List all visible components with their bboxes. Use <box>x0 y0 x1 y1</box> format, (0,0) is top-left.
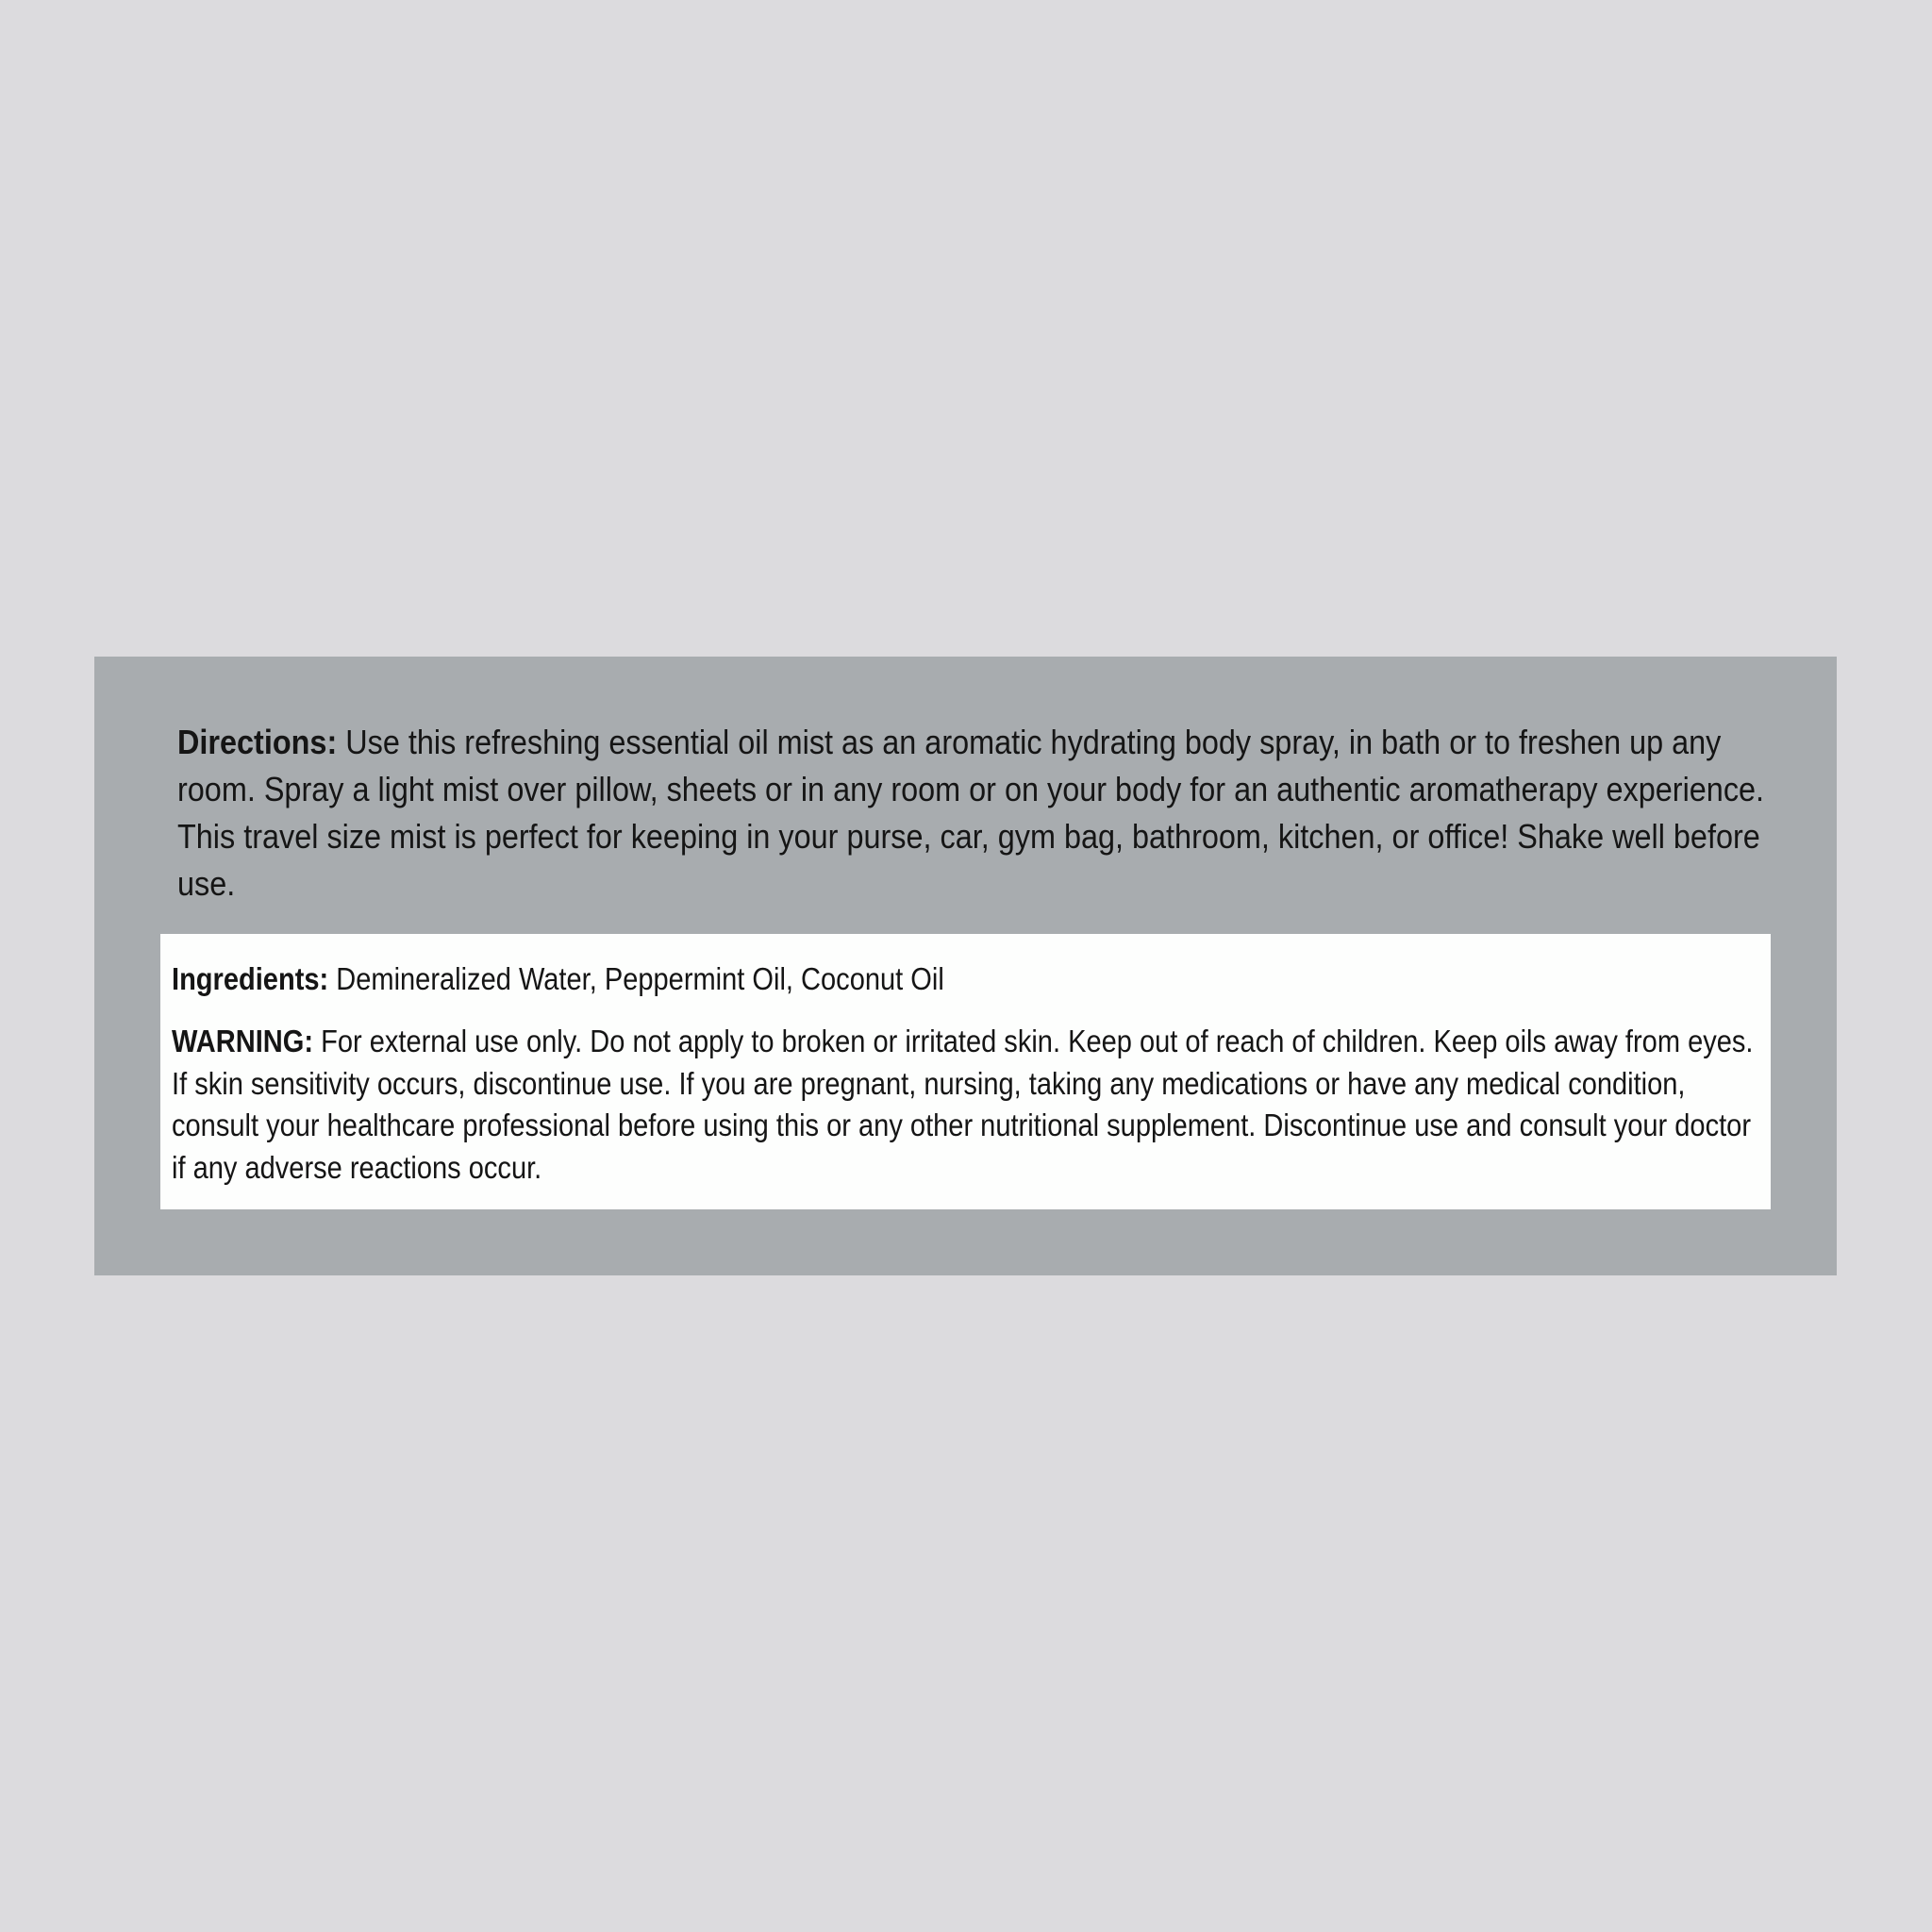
ingredients-heading: Ingredients: <box>172 961 329 996</box>
ingredients-paragraph <box>172 958 1771 1000</box>
directions-text: Use this refreshing essential oil mist as an aromatic hydrating body spray, in bath or to freshen up any room. Spray a light mist over pillow, sheets or in any room or on your body for an authentic aromatherapy experience. This travel size mist is perfect for keeping in your purse, car, gym bag, bathroom, kitchen, or office! Shake well before use. <box>177 723 1765 903</box>
warning-paragraph <box>172 1021 1771 1189</box>
directions-paragraph <box>177 719 1801 908</box>
info-content <box>172 958 1771 1189</box>
warning-text: For external use only. Do not apply to broken or irritated skin. Keep out of reach of children. Keep oils away from eyes. If skin sensitivity occurs, discontinue use. If you are pregnant, nursing, taking any medications or have any medical condition, consult your healthcare professional before using this or any other nutritional supplement. Discontinue use and consult your doctor if any adverse reactions occur. <box>172 1024 1754 1185</box>
directions-heading: Directions: <box>177 723 338 761</box>
ingredients-text: Demineralized Water, Peppermint Oil, Coconut Oil <box>328 961 944 996</box>
ingredients-warning-box <box>160 934 1771 1209</box>
label-panel <box>94 657 1837 1275</box>
warning-heading: WARNING: <box>172 1024 314 1058</box>
